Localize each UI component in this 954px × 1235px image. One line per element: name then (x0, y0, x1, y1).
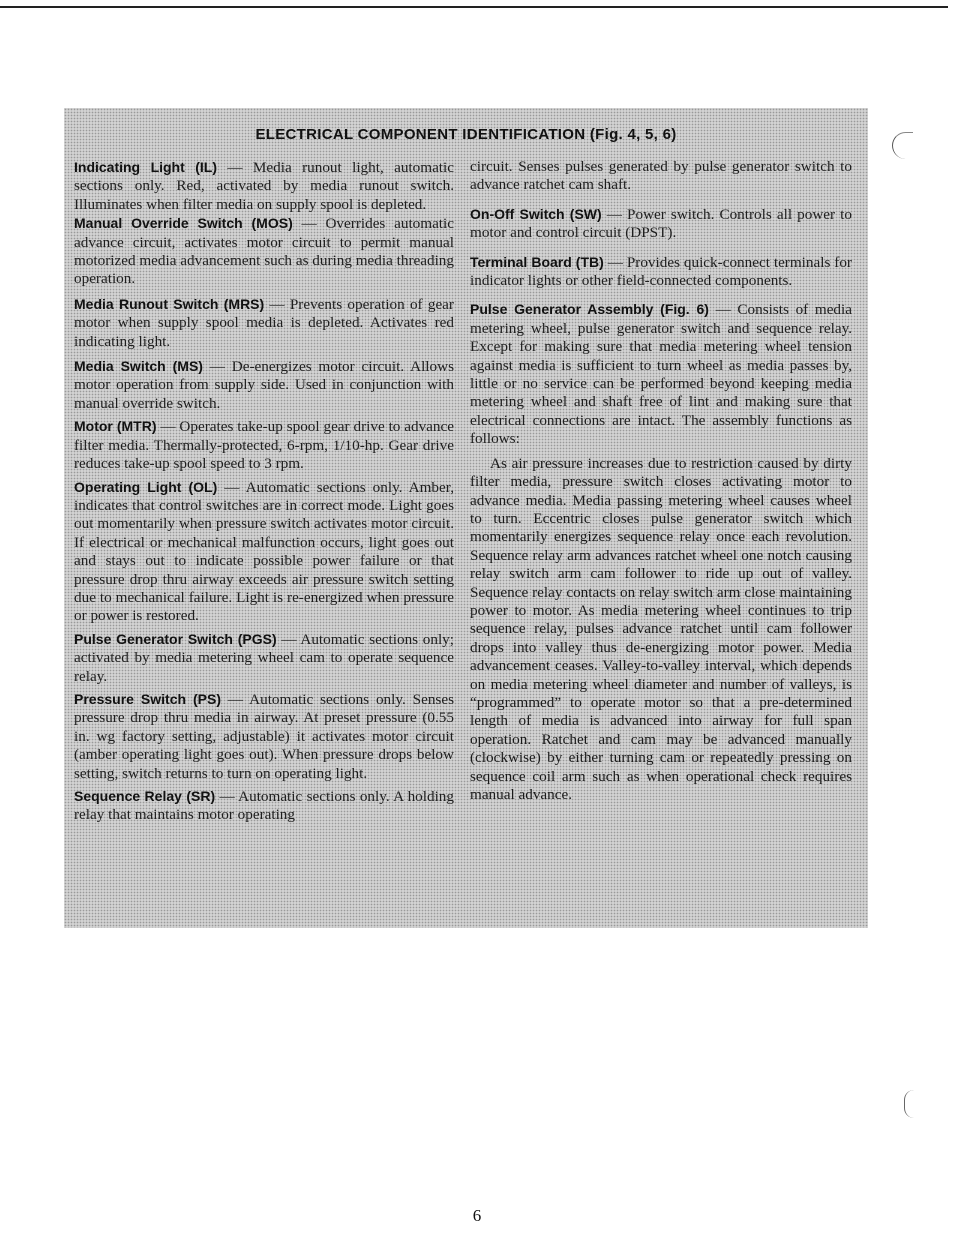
entry-description: — Prevents operation of gear motor when supply spool media is depleted. Activates red indicating light. (74, 295, 454, 350)
entry-indicating-light (74, 158, 454, 214)
entry-motor (74, 417, 454, 473)
margin-mark (892, 132, 913, 159)
component-panel (64, 108, 868, 928)
left-column (74, 158, 454, 825)
entry-description: — Consists of media metering wheel, pulse generator switch and sequence relay. Except for making sure that media metering wheel tension against media is sufficient to turn wheel as media passes by, little or no service can be performed beyond keeping media metering wheel and shaft free of lint and making sure that electrical connections are intact. The assembly functions as follows: (470, 301, 852, 448)
entry-description: — Power switch. Controls all power to motor and control circuit (DPST). (470, 205, 852, 242)
entry-term: Manual Override Switch (MOS) (74, 215, 293, 232)
sequence-relay-continuation (470, 158, 852, 195)
entry-term: Sequence Relay (SR) (74, 788, 216, 804)
entry-term: Pulse Generator Switch (PGS) (74, 630, 277, 647)
page-number: 6 (472, 1206, 482, 1225)
margin-mark (904, 1090, 915, 1118)
entry-sequence-relay (74, 787, 454, 825)
entry-on-off-switch (470, 205, 852, 243)
entry-description: — Automatic sections only. Senses pressure drop thru media in airway. At preset pressure (0.55 in. wg factory setting, adjustable) it activates motor circuit (amber operating light goes out). When pressure drops below setting, switch returns to turn on operating light. (74, 690, 454, 782)
entry-description: — Automatic sections only. A holding relay that maintains motor operating (74, 788, 454, 824)
assembly-function-paragraph: As air pressure increases due to restriction caused by dirty filter media, pressure switch closes activating motor to advance media. Media passing metering wheel causes wheel to turn. Eccentric closes pulse generator switch which momentarily energizes sequence relay once each revolution. Sequence relay arm advances ratchet wheel one notch causing relay switch arm cam follower to ride up out of valley. Sequence relay contacts on relay switch arm close maintaining power to motor. As media metering wheel continues to trip sequence relay, pulses advance ratchet until cam follower drops into valley thus de-energizing motor power. Media advancement ceases. Valley-to-valley interval, which depends on media metering wheel diameter and number of valleys, is “programmed” to operate motor so that a pre-determined length of media is advanced into airway for full span operation. Ratchet and cam may be advanced manually (clockwise) by either turning cam or repeatedly pressing on sequence coil arm such as when operational check requires manual advance. (470, 454, 852, 803)
entry-term: Media Switch (MS) (74, 358, 203, 375)
entry-term: Motor (MTR) (74, 418, 157, 435)
entry-operating-light (74, 478, 454, 626)
entry-pulse-generator-switch (74, 630, 454, 686)
entry-term: Operating Light (OL) (74, 478, 218, 495)
panel-title: ELECTRICAL COMPONENT IDENTIFICATION (Fig. 4, 5, 6) (255, 126, 677, 143)
entry-term: Pulse Generator Assembly (Fig. 6) (470, 301, 709, 318)
entry-term: Media Runout Switch (MRS) (74, 295, 265, 312)
entry-description: — Provides quick-connect terminals for indicator lights or other field-connected components. (470, 253, 852, 290)
entry-manual-override-switch (74, 214, 454, 289)
entry-term: Pressure Switch (PS) (74, 690, 222, 707)
entry-description: — Automatic sections only; activated by media metering wheel cam to operate sequence relay. (74, 630, 455, 685)
entry-media-switch (74, 357, 454, 413)
entry-description: circuit. Senses pulses generated by pulse generator switch to advance ratchet cam shaft. (470, 158, 852, 194)
entry-description: — Overrides automatic advance circuit, activates motor circuit to permit manual motorized media advancement such as during media threading operation. (74, 215, 454, 288)
entry-description: — Operates take-up spool gear drive to advance filter media. Thermally-protected, 6-rpm, 1/10-hp. Gear drive reduces take-up spool speed to 3 rpm. (74, 418, 454, 473)
entry-description: — De-energizes motor circuit. Allows motor operation from supply side. Used in conjunction with manual override switch. (74, 358, 454, 412)
entry-term: Indicating Light (IL) (74, 159, 217, 175)
top-rule (0, 6, 948, 8)
entry-term: Terminal Board (TB) (470, 253, 604, 270)
right-column (470, 158, 852, 804)
entry-pulse-generator-assembly (470, 300, 852, 448)
entry-pressure-switch (74, 690, 454, 783)
entry-media-runout-switch (74, 295, 454, 351)
entry-terminal-board (470, 253, 852, 291)
entry-term: On-Off Switch (SW) (470, 205, 602, 222)
entry-description: — Media runout light, automatic sections only. Red, activated by media runout switch. Illuminates when filter media on supply spool is depleted. (74, 159, 454, 213)
entry-description: — Automatic sections only. Amber, indicates that control switches are in correct mode. Light goes out momentarily when pressure switch activates motor circuit. If electrical or mechanical malfunction occurs, light goes out and stays out to indicate possible power failure or that pressure drop thru airway exceeds air pressure switch setting due to mechanical failure. Light is re-energized when pressure or power is restored. (74, 478, 454, 625)
